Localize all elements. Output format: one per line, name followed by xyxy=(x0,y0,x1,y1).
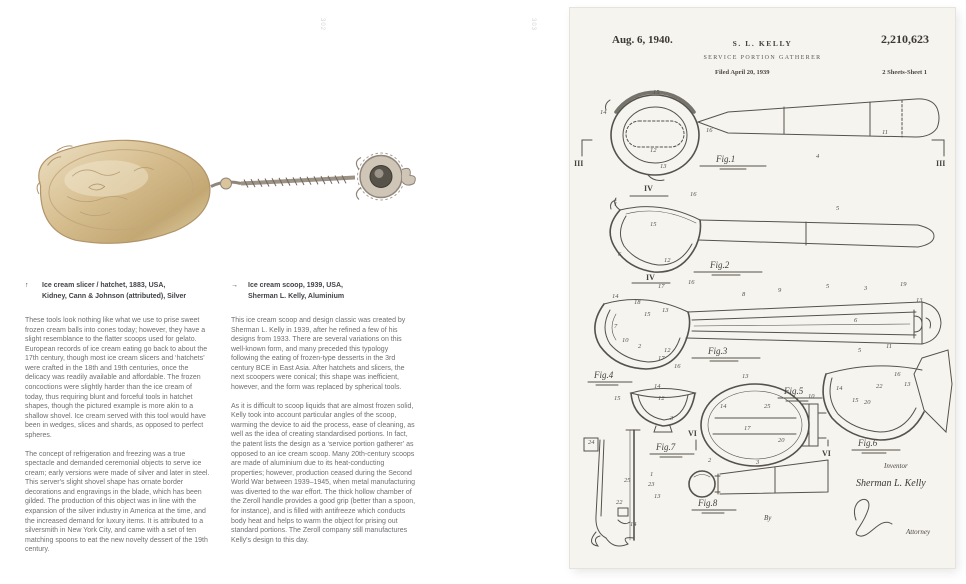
ref-numeral-13: 13 xyxy=(662,307,669,314)
ref-numeral-14: 14 xyxy=(600,109,607,116)
ref-numeral-13: 13 xyxy=(660,163,667,170)
ref-numeral-12: 12 xyxy=(650,147,657,154)
caption-left-text: Ice cream slicer / hatchet, 1883, USA, Kidney, Cann & Johnson (attributed), Silver xyxy=(42,282,187,300)
fig3-label: Fig.3 xyxy=(708,346,728,356)
figure-2-side-view xyxy=(610,198,934,275)
ice-cream-slicer-photo xyxy=(15,128,435,260)
ref-numeral-22: 22 xyxy=(876,383,883,390)
ref-numeral-2: 2 xyxy=(638,343,642,350)
fig5-label: Fig.5 xyxy=(784,386,804,396)
ref-numeral-13: 13 xyxy=(742,373,749,380)
ref-numeral-5: 5 xyxy=(858,347,862,354)
ref-numeral-14: 14 xyxy=(654,383,661,390)
fig2-label: Fig.2 xyxy=(710,260,730,270)
iv-label: IV xyxy=(646,273,655,282)
figure-1-plan-view xyxy=(574,92,945,180)
ref-numeral-1: 1 xyxy=(614,201,618,208)
ref-numeral-6: 6 xyxy=(618,251,622,258)
patent-sheet-count: 2 Sheets-Sheet 1 xyxy=(882,69,927,76)
figure-7-detail-section xyxy=(584,430,694,546)
slicer-blade xyxy=(35,136,213,247)
ref-numerals xyxy=(588,89,923,528)
ref-numeral-17: 17 xyxy=(658,283,665,290)
ref-numeral-20: 20 xyxy=(778,437,785,444)
inventor-signature: Sherman L. Kelly xyxy=(856,478,926,489)
patent-number: 2,210,623 xyxy=(881,32,929,46)
ref-numeral-12: 12 xyxy=(658,395,665,402)
ref-numeral-25: 25 xyxy=(624,477,631,484)
ref-numeral-9: 9 xyxy=(778,287,782,294)
slicer-neck xyxy=(211,178,241,189)
body-column-1 xyxy=(25,316,211,564)
inventor-label: Inventor xyxy=(884,462,908,470)
ref-numeral-6: 6 xyxy=(854,317,858,324)
ref-numeral-15: 15 xyxy=(653,89,660,96)
caption-right-text: Ice cream scoop, 1939, USA, Sherman L. Kelly, Aluminium xyxy=(248,282,345,300)
ref-numeral-3: 3 xyxy=(670,415,674,422)
ref-numeral-17: 17 xyxy=(744,425,751,432)
ref-numeral-20: 20 xyxy=(864,399,871,406)
ref-numeral-14: 14 xyxy=(720,403,727,410)
ref-numeral-15: 15 xyxy=(644,311,651,318)
ref-numeral-14: 14 xyxy=(836,385,843,392)
left-page xyxy=(0,0,480,584)
signature-block xyxy=(764,462,931,536)
caption-left xyxy=(25,281,217,302)
slicer-twisted-stem xyxy=(241,175,355,187)
ref-numeral-4: 4 xyxy=(816,153,820,160)
ref-numeral-16: 16 xyxy=(688,279,695,286)
ref-numeral-7: 7 xyxy=(614,323,618,330)
patent-drawing xyxy=(570,88,955,568)
ref-numeral-24: 24 xyxy=(588,439,595,446)
attorney-label: Attorney xyxy=(906,528,931,536)
ref-numeral-11: 11 xyxy=(886,343,893,350)
patent-page xyxy=(570,8,955,568)
ref-numeral-5: 5 xyxy=(826,283,830,290)
fig6-label: Fig.6 xyxy=(858,438,878,448)
ref-numeral-3: 3 xyxy=(864,285,868,292)
ref-numeral-16: 16 xyxy=(894,371,901,378)
body-column-2 xyxy=(231,316,417,554)
figure-8-handle-blank xyxy=(689,460,828,513)
ref-numeral-13: 13 xyxy=(654,493,661,500)
paragraph: This ice cream scoop and design classic was created by Sherman L. Kelly in 1939, after he refined a few of his designs from 1933. There are several variations on this well-known form, and many preceded this typology following the eating of frozen-type desserts in the 3rd century BCE in East Asia. After hatchets and slicers, the next scoopers were conical; this shape was inefficient, however, and the form was replaced by spherical tools. xyxy=(231,317,406,392)
ref-numeral-12: 12 xyxy=(664,257,671,264)
patent-title: SERVICE PORTION GATHERER xyxy=(703,55,822,61)
slicer-handle-medallion xyxy=(356,153,415,200)
section-marker-III-right: III xyxy=(936,159,946,168)
ref-numeral-8: 8 xyxy=(742,291,746,298)
ref-numeral-2: 2 xyxy=(708,457,712,464)
section-marker-VI-right: VI xyxy=(822,449,831,458)
ref-numeral-16: 16 xyxy=(674,363,681,370)
ref-numeral-23: 23 xyxy=(648,481,655,488)
page-edge-marker-left: 302 xyxy=(319,18,325,32)
ref-numeral-19: 19 xyxy=(900,281,907,288)
by-label: By xyxy=(764,514,772,522)
ref-numeral-12: 12 xyxy=(664,347,671,354)
ref-numeral-15: 15 xyxy=(852,397,859,404)
ref-numeral-13: 13 xyxy=(904,381,911,388)
page-edge-marker-right: 303 xyxy=(530,18,536,32)
ref-numeral-14: 14 xyxy=(630,521,637,528)
iv-label: IV xyxy=(644,184,653,193)
up-arrow-icon: ↑ xyxy=(25,282,29,289)
section-marker-IV-bottom xyxy=(632,273,670,283)
figure-6-hatched-section xyxy=(823,350,952,453)
ref-numeral-22: 22 xyxy=(616,499,623,506)
ref-numeral-16: 16 xyxy=(690,191,697,198)
fig1-label: Fig.1 xyxy=(716,154,736,164)
paragraph: As it is difficult to scoop liquids that are almost frozen solid, Kelly took into account particular angles of the scoop, warming the device to aid the process, ease of cleaning, as well as the idea of creating standardised portions. In fact, the patent lists the design as a ‘service portion gatherer’ as opposed to an ice cream scoop. Many 20th-century scoops are made of aluminium due to its heat-conducting properties; however, production ceased during the Second World War between 1939–1945, when metal manufacturing was diverted to the war effort. The thick hollow chamber of the Zeroll handle provides a good grip (better than a spoon, for instance), and is filled with antifreeze which conducts body heat and helps to warm the object for prising out standard portions. The Zeroll company still manufactures Kelly's design to this day. xyxy=(231,402,416,544)
ref-numeral-18: 18 xyxy=(634,299,641,306)
fig4-label: Fig.4 xyxy=(594,370,614,380)
ref-numeral-1: 1 xyxy=(650,471,654,478)
ref-numeral-15: 15 xyxy=(614,395,621,402)
ref-numeral-17: 17 xyxy=(658,355,665,362)
paragraph: The concept of refrigeration and freezing was a true spectacle and demanded ceremonial objects to serve ice cream; early versions were made of silver and later in steel. This server's slight shovel shape has ornate border decorations and engravings in the blade, which has been gilded. The production of this object was in line with the expansion of the silver industry in America at the time, and the increased demand for luxury items. It is attributed to a silversmith in New York City, and came with a set of ten matching spoons to eat the new novelty dessert of the 19th century. xyxy=(25,450,210,554)
ref-numeral-10: 10 xyxy=(622,337,629,344)
ref-numeral-11: 11 xyxy=(882,129,889,136)
ref-numeral-5: 5 xyxy=(836,205,840,212)
ref-numeral-14: 14 xyxy=(612,293,619,300)
section-marker-III-left: III xyxy=(574,159,584,168)
section-marker-IV-top xyxy=(630,184,668,196)
patent-date: Aug. 6, 1940. xyxy=(612,34,673,46)
ref-numeral-25: 25 xyxy=(764,403,771,410)
paragraph: These tools look nothing like what we use to prise sweet frozen cream balls into cones today; however, they have a slight resemblance to the flatter scoops used for gelato. European records of ice cream eating go back to about the 17th century, though most ice cream slicers and ‘hatchets’ were crafted in the 18th and 19th centuries, once the delicacy was readily available and affordable. The frozen concoctions were slightly harder than the ice cream of today, thus requiring blunt and forceful tools in hatchet shapes, though the pictured example is more akin to a shallow shovel. Ice cream served with this tool would have been in wedges, slices and shards, as opposed to perfect spheres. xyxy=(25,317,208,439)
ref-numeral-15: 15 xyxy=(650,221,657,228)
patent-inventor-name: S. L. KELLY xyxy=(732,39,793,48)
caption-right xyxy=(231,281,423,302)
figure-4-bowl-section xyxy=(588,370,695,432)
ref-numeral-3: 3 xyxy=(756,459,760,466)
fig8-label: Fig.8 xyxy=(698,498,718,508)
attorney-signature-flourish xyxy=(854,499,892,536)
figure-3-longitudinal-section xyxy=(595,300,941,370)
fig7-label: Fig.7 xyxy=(656,442,676,452)
patent-filed-date: Filed April 20, 1939 xyxy=(715,69,770,76)
ref-numeral-16: 16 xyxy=(706,127,713,134)
section-marker-VI-left: VI xyxy=(688,429,697,438)
ref-numeral-10: 10 xyxy=(808,393,815,400)
ref-numeral-13: 13 xyxy=(916,297,923,304)
right-arrow-icon: → xyxy=(231,282,238,289)
